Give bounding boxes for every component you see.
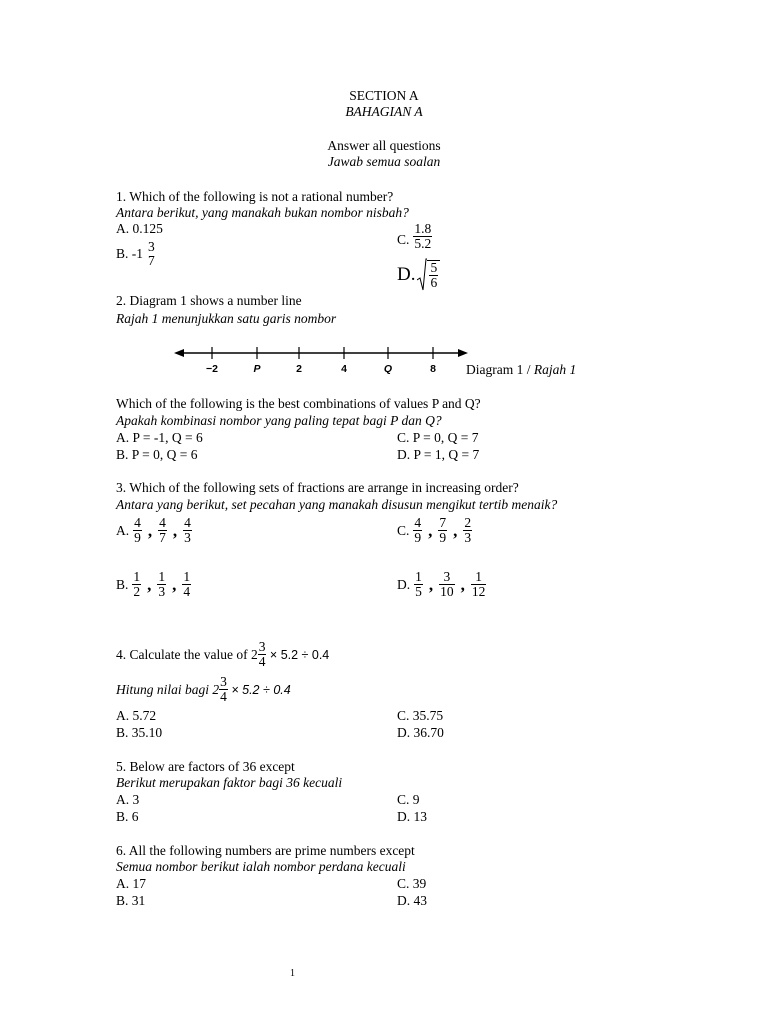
denominator: 4	[183, 584, 191, 599]
q1-option-c-fraction	[413, 222, 432, 251]
comma: ,	[172, 574, 177, 594]
denominator: 3	[464, 530, 472, 545]
denominator: 4	[258, 654, 266, 669]
q4-option-d: D. 36.70	[397, 725, 444, 740]
numerator: 7	[439, 515, 447, 530]
comma: ,	[460, 574, 465, 594]
q3-stem-ms: Antara yang berikut, set pecahan yang manakah disusun mengikut tertib menaik?	[116, 497, 558, 512]
q1-option-c-label: C.	[397, 231, 410, 247]
q3-b-label: B.	[116, 576, 129, 592]
denominator: 3	[184, 530, 191, 545]
numerator: 4	[414, 515, 422, 530]
q5-option-d: D. 13	[397, 809, 427, 824]
section-title-ms: BAHAGIAN A	[345, 104, 423, 119]
q5-option-a: A. 3	[116, 792, 140, 807]
q3-b-fraction-1	[132, 570, 141, 599]
q4-option-c: C. 35.75	[397, 708, 444, 723]
q1-option-b	[116, 240, 157, 268]
q3-a-label: A.	[116, 522, 130, 538]
tick-label-p: P	[253, 363, 261, 375]
q2-option-a: A. P = -1, Q = 6	[116, 430, 203, 445]
q5-option-b: B. 6	[116, 809, 139, 824]
diagram-caption	[466, 362, 576, 378]
q2-stem-ms: Rajah 1 menunjukkan satu garis nombor	[116, 311, 337, 326]
denominator: 3	[158, 584, 166, 599]
q2-option-b: B. P = 0, Q = 6	[116, 447, 198, 462]
q3-d-fraction-3	[471, 570, 487, 599]
q4-option-a: A. 5.72	[116, 708, 157, 723]
comma: ,	[147, 574, 152, 594]
q6-option-d: D. 43	[397, 893, 427, 908]
q1-stem-ms: Antara berikut, yang manakah bukan nombor nisbah?	[116, 205, 409, 220]
q5-stem-ms: Berikut merupakan faktor bagi 36 kecuali	[116, 775, 343, 790]
numerator: 1	[415, 569, 422, 584]
q1-option-d-fraction	[427, 260, 440, 290]
tick-label: 2	[296, 363, 302, 375]
numerator: 4	[134, 515, 141, 530]
numerator: 2	[464, 515, 472, 530]
q1-b-numerator: 3	[148, 239, 155, 254]
q1-option-b-fraction	[147, 240, 156, 268]
numerator: 1	[183, 569, 191, 584]
denominator: 9	[134, 530, 141, 545]
q2-question-ms: Apakah kombinasi nombor yang paling tepat bagi P dan Q?	[116, 413, 442, 428]
q1-stem: 1. Which of the following is not a rational number?	[116, 189, 394, 204]
q3-d-fraction-1	[414, 570, 423, 599]
diagram-caption-en: Diagram 1 /	[466, 362, 534, 377]
q4-option-b: B. 35.10	[116, 725, 163, 740]
q1-option-d-label: D.	[397, 264, 416, 285]
tick-label-q: Q	[383, 363, 393, 375]
q2-option-c: C. P = 0, Q = 7	[397, 430, 479, 445]
q3-d-fraction-2	[439, 570, 455, 599]
denominator: 2	[133, 584, 141, 599]
numerator: 1	[475, 569, 482, 584]
instruction-ms: Jawab semua soalan	[327, 154, 441, 169]
number-line-diagram	[172, 342, 472, 376]
tick-label: 8	[430, 363, 436, 375]
q1-c-denominator: 5.2	[414, 236, 432, 251]
q4-stem-ms-text: Hitung nilai bagi 2	[116, 681, 220, 697]
sqrt-sign-icon	[417, 258, 427, 292]
q6-option-a: A. 17	[116, 876, 146, 891]
q3-option-d	[397, 570, 487, 599]
numerator: 3	[443, 569, 451, 584]
q3-d-label: D.	[397, 576, 411, 592]
q1-b-denominator: 7	[148, 253, 155, 268]
left-arrow-icon	[174, 349, 184, 357]
q5-stem: 5. Below are factors of 36 except	[116, 759, 295, 774]
q6-stem: 6. All the following numbers are prime numbers except	[116, 843, 415, 858]
section-title: SECTION A	[349, 88, 419, 103]
q3-b-fraction-2	[157, 570, 166, 599]
comma: ,	[428, 574, 434, 594]
q4-stem-ms-expression: × 5.2 ÷ 0.4	[227, 682, 291, 697]
q6-option-c: C. 39	[397, 876, 427, 891]
q1-d-denominator: 6	[430, 275, 438, 290]
q1-option-d	[397, 258, 441, 292]
q4-stem-ms-fraction	[219, 675, 228, 704]
q3-c-fraction-1	[413, 516, 422, 545]
right-arrow-icon	[458, 349, 468, 357]
comma: ,	[453, 520, 458, 540]
tick-label: −2	[206, 363, 218, 375]
q2-option-d: D. P = 1, Q = 7	[397, 447, 480, 462]
q4-stem-fraction	[258, 640, 267, 669]
q1-d-numerator: 5	[430, 260, 438, 275]
denominator: 9	[439, 530, 447, 545]
denominator: 10	[440, 584, 454, 599]
numerator: 1	[158, 569, 166, 584]
denominator: 4	[220, 689, 227, 704]
q3-stem: 3. Which of the following sets of fractions are arrange in increasing order?	[116, 480, 519, 495]
q3-c-fraction-2	[438, 516, 447, 545]
q2-question: Which of the following is the best combinations of values P and Q?	[116, 396, 481, 411]
denominator: 7	[159, 530, 166, 545]
numerator: 3	[220, 674, 227, 689]
denominator: 12	[471, 584, 486, 599]
q3-a-fraction-2	[158, 516, 167, 545]
comma: ,	[147, 520, 153, 540]
q3-option-b	[116, 570, 192, 599]
q4-stem-expression: × 5.2 ÷ 0.4	[266, 647, 330, 662]
q6-stem-ms: Semua nombor berikut ialah nombor perdana kecuali	[116, 859, 406, 874]
q1-option-c	[397, 222, 433, 251]
q6-option-b: B. 31	[116, 893, 146, 908]
denominator: 9	[414, 530, 422, 545]
q5-option-c: C. 9	[397, 792, 420, 807]
comma: ,	[172, 520, 178, 540]
q3-option-a	[116, 516, 193, 545]
numerator: 4	[159, 515, 166, 530]
instruction: Answer all questions	[327, 138, 441, 153]
q1-c-numerator: 1.8	[414, 221, 432, 236]
denominator: 5	[415, 584, 422, 599]
q2-stem: 2. Diagram 1 shows a number line	[116, 293, 302, 308]
q3-a-fraction-1	[133, 516, 142, 545]
numerator: 4	[184, 515, 191, 530]
q3-option-c	[397, 516, 473, 545]
q4-stem-ms	[116, 675, 291, 704]
comma: ,	[428, 520, 433, 540]
q3-a-fraction-3	[183, 516, 192, 545]
q4-stem-text: 4. Calculate the value of 2	[116, 646, 258, 662]
diagram-caption-ms: Rajah 1	[533, 362, 577, 377]
q1-option-b-label: B. -1	[116, 246, 143, 261]
q3-c-label: C.	[397, 522, 410, 538]
numerator: 3	[258, 639, 266, 654]
q4-stem	[116, 640, 329, 669]
tick-label: 4	[341, 363, 347, 375]
q3-c-fraction-3	[463, 516, 472, 545]
q1-option-a: A. 0.125	[116, 221, 163, 236]
page-number: 1	[290, 968, 295, 979]
q3-b-fraction-3	[182, 570, 191, 599]
numerator: 1	[133, 569, 141, 584]
